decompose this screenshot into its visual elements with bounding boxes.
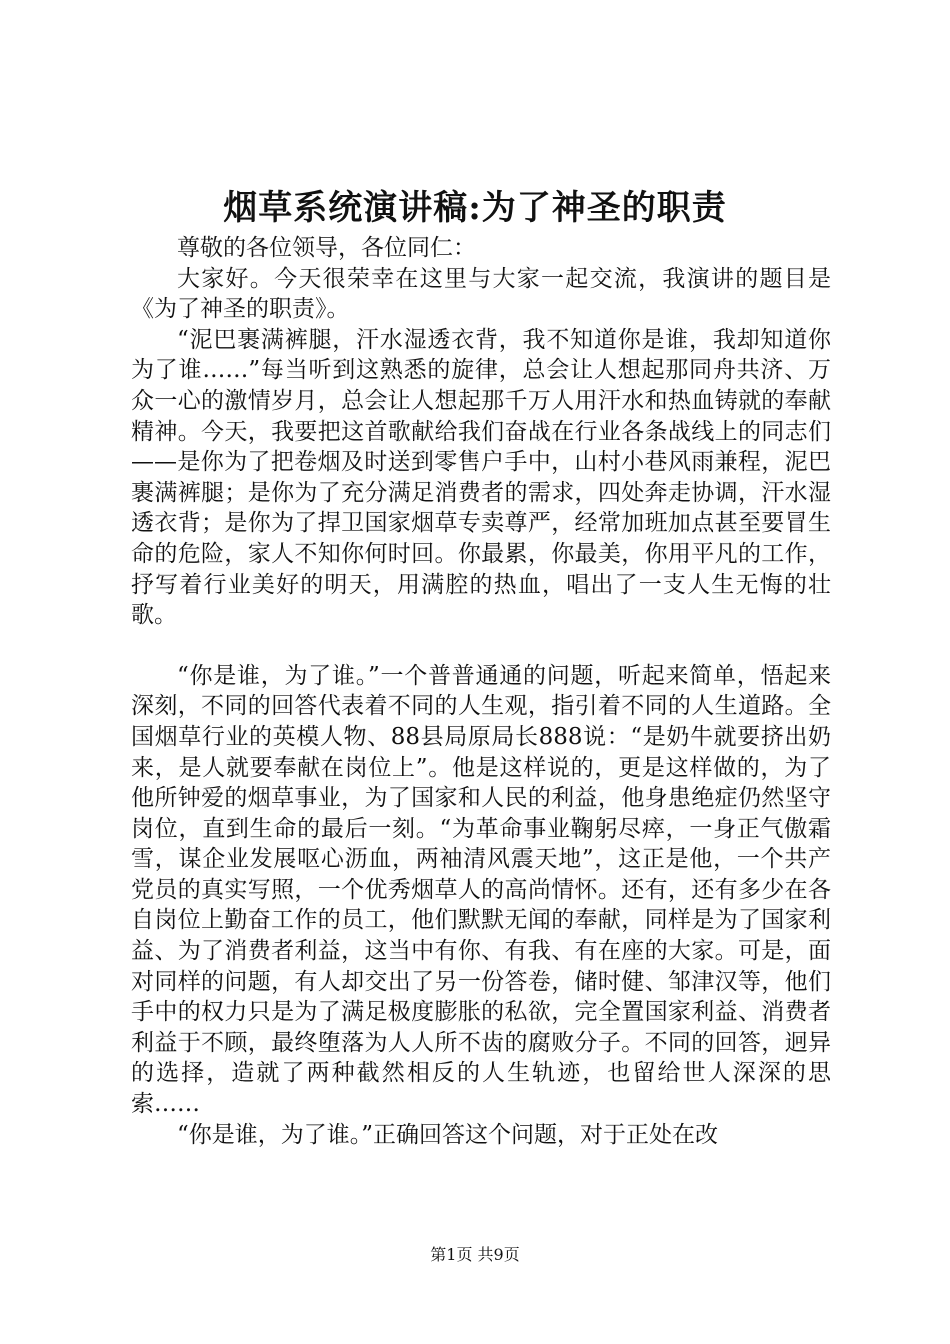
document-body [131,233,831,1150]
paragraph-salutation: 尊敬的各位领导，各位同仁： [177,235,476,261]
paragraph-opening: 大家好。今天很荣幸在这里与大家一起交流，我演讲的题目是《为了神圣的职责》。 [131,265,831,323]
paragraph-song: “泥巴裹满裤腿，汗水湿透衣背，我不知道你是谁，我却知道你为了谁……”每当听到这熟悉的旋律，总会让人想起那同舟共济、万众一心的激情岁月，总会让人想起那千万人用汗水和热血铸就的奉献精神。今天，我要把这首歌献给我们奋战在行业各条战线上的同志们——是你为了把卷烟及时送到零售户手中，山村小巷风雨兼程，泥巴裹满裤腿；是你为了充分满足消费者的需求，四处奔走协调，汗水湿透衣背；是你为了捍卫国家烟草专卖尊严，经常加班加点甚至要冒生命的危险，家人不知你何时回。你最累，你最美，你用平凡的工作，抒写着行业美好的明天，用满腔的热血，唱出了一支人生无悔的壮歌。 [131,326,831,629]
paragraph-closing-fragment: “你是谁，为了谁。”正确回答这个问题，对于正处在改 [177,1121,719,1148]
paragraph-who-are-you: “你是谁，为了谁。”一个普普通通的问题，听起来简单，悟起来深刻，不同的回答代表着不同的人生观，指引着不同的人生道路。全国烟草行业的英模人物、88县局原局长888说：“是奶牛就要挤出奶来，是人就要奉献在岗位上”。他是这样说的，更是这样做的，为了他所钟爱的烟草事业，为了国家和人民的利益，他身患绝症仍然坚守岗位，直到生命的最后一刻。“为革命事业鞠躬尽瘁，一身正气傲霜雪，谋企业发展呕心沥血，两袖清风震天地”，这正是他，一个共产党员的真实写照，一个优秀烟草人的高尚情怀。还有，还有多少在各自岗位上勤奋工作的员工，他们默默无闻的奉献，同样是为了国家利益、为了消费者利益，这当中有你、有我、有在座的大家。可是，面对同样的问题，有人却交出了另一份答卷，储时健、邹津汉等，他们手中的权力只是为了满足极度膨胀的私欲，完全置国家利益、消费者利益于不顾，最终堕落为人人所不齿的腐败分子。不同的回答，迥异的选择，造就了两种截然相反的人生轨迹，也留给世人深深的思索…… [131,662,831,1118]
document-title: 烟草系统演讲稿:为了神圣的职责 [223,188,727,228]
page-number-footer: 第1页 共9页 [430,1245,520,1264]
